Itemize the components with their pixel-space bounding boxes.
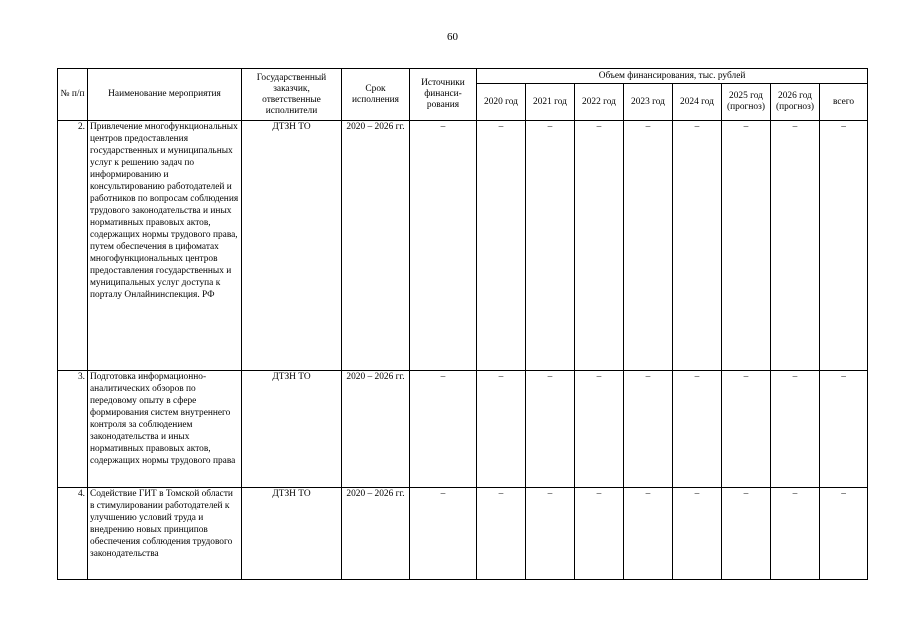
row-term: 2020 – 2026 гг. bbox=[342, 371, 410, 488]
header-term: Срок исполнения bbox=[342, 69, 410, 121]
row-value-2024: – bbox=[673, 121, 722, 371]
row-term: 2020 – 2026 гг. bbox=[342, 121, 410, 371]
row-value-2020: – bbox=[477, 371, 526, 488]
row-sources: – bbox=[410, 121, 477, 371]
row-value-2024: – bbox=[673, 371, 722, 488]
table-row bbox=[58, 371, 868, 488]
row-name: Подготовка информационно-аналитических обзоров по передовому опыту в сфере формирования систем внутреннего контроля за соблюдением законодательства и иных нормативных правовых актов, содержащих нормы трудового права bbox=[88, 371, 242, 488]
header-year-2026: 2026 год (прогноз) bbox=[771, 84, 820, 121]
row-customer: ДТЗН ТО bbox=[242, 488, 342, 580]
row-name: Содействие ГИТ в Томской области в стимулировании работодателей к улучшению условий труда и внедрению новых принципов обеспечения соблюдения трудового законодательства bbox=[88, 488, 242, 580]
header-volume: Объем финансирования, тыс. рублей bbox=[477, 69, 868, 84]
row-value-2026: – bbox=[771, 488, 820, 580]
page-number: 60 bbox=[447, 31, 458, 43]
row-num: 3. bbox=[58, 371, 88, 488]
header-name: Наименование мероприятия bbox=[88, 69, 242, 121]
row-value-2025: – bbox=[722, 488, 771, 580]
row-num: 4. bbox=[58, 488, 88, 580]
table-row bbox=[58, 121, 868, 371]
row-term: 2020 – 2026 гг. bbox=[342, 488, 410, 580]
row-value-2023: – bbox=[624, 488, 673, 580]
row-value-2026: – bbox=[771, 121, 820, 371]
header-year-2024: 2024 год bbox=[673, 84, 722, 121]
row-customer: ДТЗН ТО bbox=[242, 121, 342, 371]
row-value-2020: – bbox=[477, 121, 526, 371]
header-total: всего bbox=[820, 84, 868, 121]
header-sources: Источники финанси-рования bbox=[410, 69, 477, 121]
row-value-2024: – bbox=[673, 488, 722, 580]
header-customer: Государственный заказчик, ответственные исполнители bbox=[242, 69, 342, 121]
row-value-2021: – bbox=[526, 488, 575, 580]
row-value-2022: – bbox=[575, 121, 624, 371]
row-name: Привлечение многофункциональных центров предоставления государственных и муниципальных услуг к решению задач по информированию и консультированию работодателей и работников по вопросам соблюдения трудового законодательства и иных нормативных правовых актов, содержащих нормы трудового права, путем обеспечения в цифоматах многофункциональных центров предоставления государственных и муниципальных услуг доступа к порталу Онлайнинспекция. РФ bbox=[88, 121, 242, 371]
row-value-2026: – bbox=[771, 371, 820, 488]
row-customer: ДТЗН ТО bbox=[242, 371, 342, 488]
row-value-total: – bbox=[820, 121, 868, 371]
header-year-2023: 2023 год bbox=[624, 84, 673, 121]
header-num: № п/п bbox=[58, 69, 88, 121]
row-value-2025: – bbox=[722, 121, 771, 371]
row-value-total: – bbox=[820, 371, 868, 488]
table-row bbox=[58, 488, 868, 580]
financing-table bbox=[57, 68, 868, 580]
row-value-total: – bbox=[820, 488, 868, 580]
row-value-2023: – bbox=[624, 121, 673, 371]
header-year-2022: 2022 год bbox=[575, 84, 624, 121]
row-value-2021: – bbox=[526, 371, 575, 488]
row-value-2023: – bbox=[624, 371, 673, 488]
header-year-2021: 2021 год bbox=[526, 84, 575, 121]
header-year-2020: 2020 год bbox=[477, 84, 526, 121]
row-value-2020: – bbox=[477, 488, 526, 580]
header-year-2025: 2025 год (прогноз) bbox=[722, 84, 771, 121]
row-sources: – bbox=[410, 488, 477, 580]
row-value-2025: – bbox=[722, 371, 771, 488]
row-value-2022: – bbox=[575, 488, 624, 580]
row-value-2022: – bbox=[575, 371, 624, 488]
row-num: 2. bbox=[58, 121, 88, 371]
row-sources: – bbox=[410, 371, 477, 488]
row-value-2021: – bbox=[526, 121, 575, 371]
